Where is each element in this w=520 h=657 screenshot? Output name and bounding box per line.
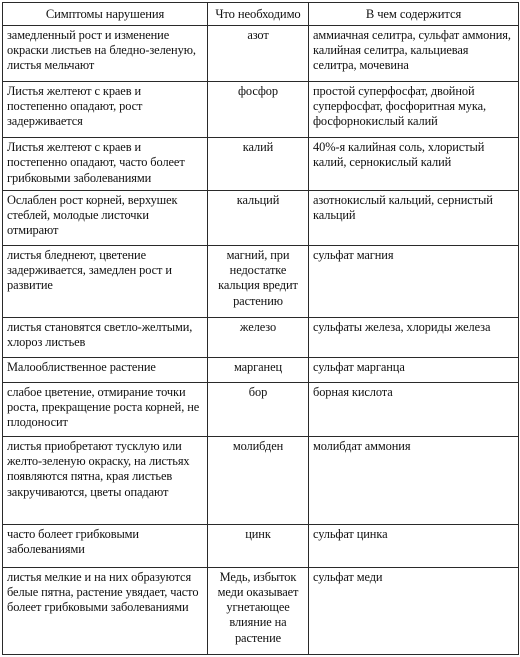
symptom-cell: Малооблиственное растение <box>3 358 208 383</box>
table-row <box>3 358 519 383</box>
source-cell: азотнокислый кальций, сернистый кальций <box>309 191 519 246</box>
source-cell: сульфат магния <box>309 246 519 318</box>
table-row <box>3 525 519 568</box>
source-cell: сульфат цинка <box>309 525 519 568</box>
table-row <box>3 138 519 191</box>
symptom-cell: листья приобретают тусклую или желто-зеленую окраску, на листьях появляются пятна, края листьев закручиваются, цветы опадают <box>3 436 208 524</box>
source-cell: молибдат аммония <box>309 436 519 524</box>
table-row <box>3 191 519 246</box>
need-cell: азот <box>208 26 309 82</box>
symptom-cell: Листья желтеют с краев и постепенно опадают, часто болеет грибковыми заболеваниями <box>3 138 208 191</box>
need-cell: кальций <box>208 191 309 246</box>
header-source: В чем содержится <box>309 3 519 26</box>
need-cell: магний, при недостатке кальция вредит растению <box>208 246 309 318</box>
symptom-cell: замедленный рост и изменение окраски листьев на бледно-зеленую, листья мельчают <box>3 26 208 82</box>
symptom-cell: листья мелкие и на них образуются белые пятна, растение увядает, часто болеет грибковыми заболеваниями <box>3 567 208 654</box>
source-cell: сульфат марганца <box>309 358 519 383</box>
need-cell: калий <box>208 138 309 191</box>
need-cell: железо <box>208 317 309 357</box>
source-cell: аммиачная селитра, сульфат аммония, калийная селитра, кальциевая селитра, мочевина <box>309 26 519 82</box>
need-cell: цинк <box>208 525 309 568</box>
source-cell: сульфаты железа, хлориды железа <box>309 317 519 357</box>
source-cell: простой суперфосфат, двойной суперфосфат, фосфоритная мука, фосфорнокислый калий <box>309 82 519 138</box>
header-symptoms: Симптомы нарушения <box>3 3 208 26</box>
table-row <box>3 317 519 357</box>
symptom-cell: листья становятся светло-желтыми, хлороз листьев <box>3 317 208 357</box>
table-row <box>3 567 519 654</box>
header-need: Что необходимо <box>208 3 309 26</box>
source-cell: сульфат меди <box>309 567 519 654</box>
need-cell: фосфор <box>208 82 309 138</box>
need-cell: молибден <box>208 436 309 524</box>
table-row <box>3 383 519 437</box>
symptom-cell: часто болеет грибковыми заболеваниями <box>3 525 208 568</box>
symptom-cell: листья бледнеют, цветение задерживается, замедлен рост и развитие <box>3 246 208 318</box>
symptom-cell: Ослаблен рост корней, верхушек стеблей, молодые листочки отмирают <box>3 191 208 246</box>
symptom-cell: слабое цветение, отмирание точки роста, прекращение роста корней, не плодоносит <box>3 383 208 437</box>
table-row <box>3 246 519 318</box>
symptom-cell: Листья желтеют с краев и постепенно опадают, рост задерживается <box>3 82 208 138</box>
need-cell: марганец <box>208 358 309 383</box>
table-row <box>3 436 519 524</box>
source-cell: 40%-я калийная соль, хлористый калий, сернокислый калий <box>309 138 519 191</box>
need-cell: Медь, избыток меди оказывает угнетающее влияние на растение <box>208 567 309 654</box>
source-cell: борная кислота <box>309 383 519 437</box>
table-header-row <box>3 3 519 26</box>
nutrient-deficiency-table <box>2 2 519 655</box>
need-cell: бор <box>208 383 309 437</box>
table-row <box>3 82 519 138</box>
table-row <box>3 26 519 82</box>
